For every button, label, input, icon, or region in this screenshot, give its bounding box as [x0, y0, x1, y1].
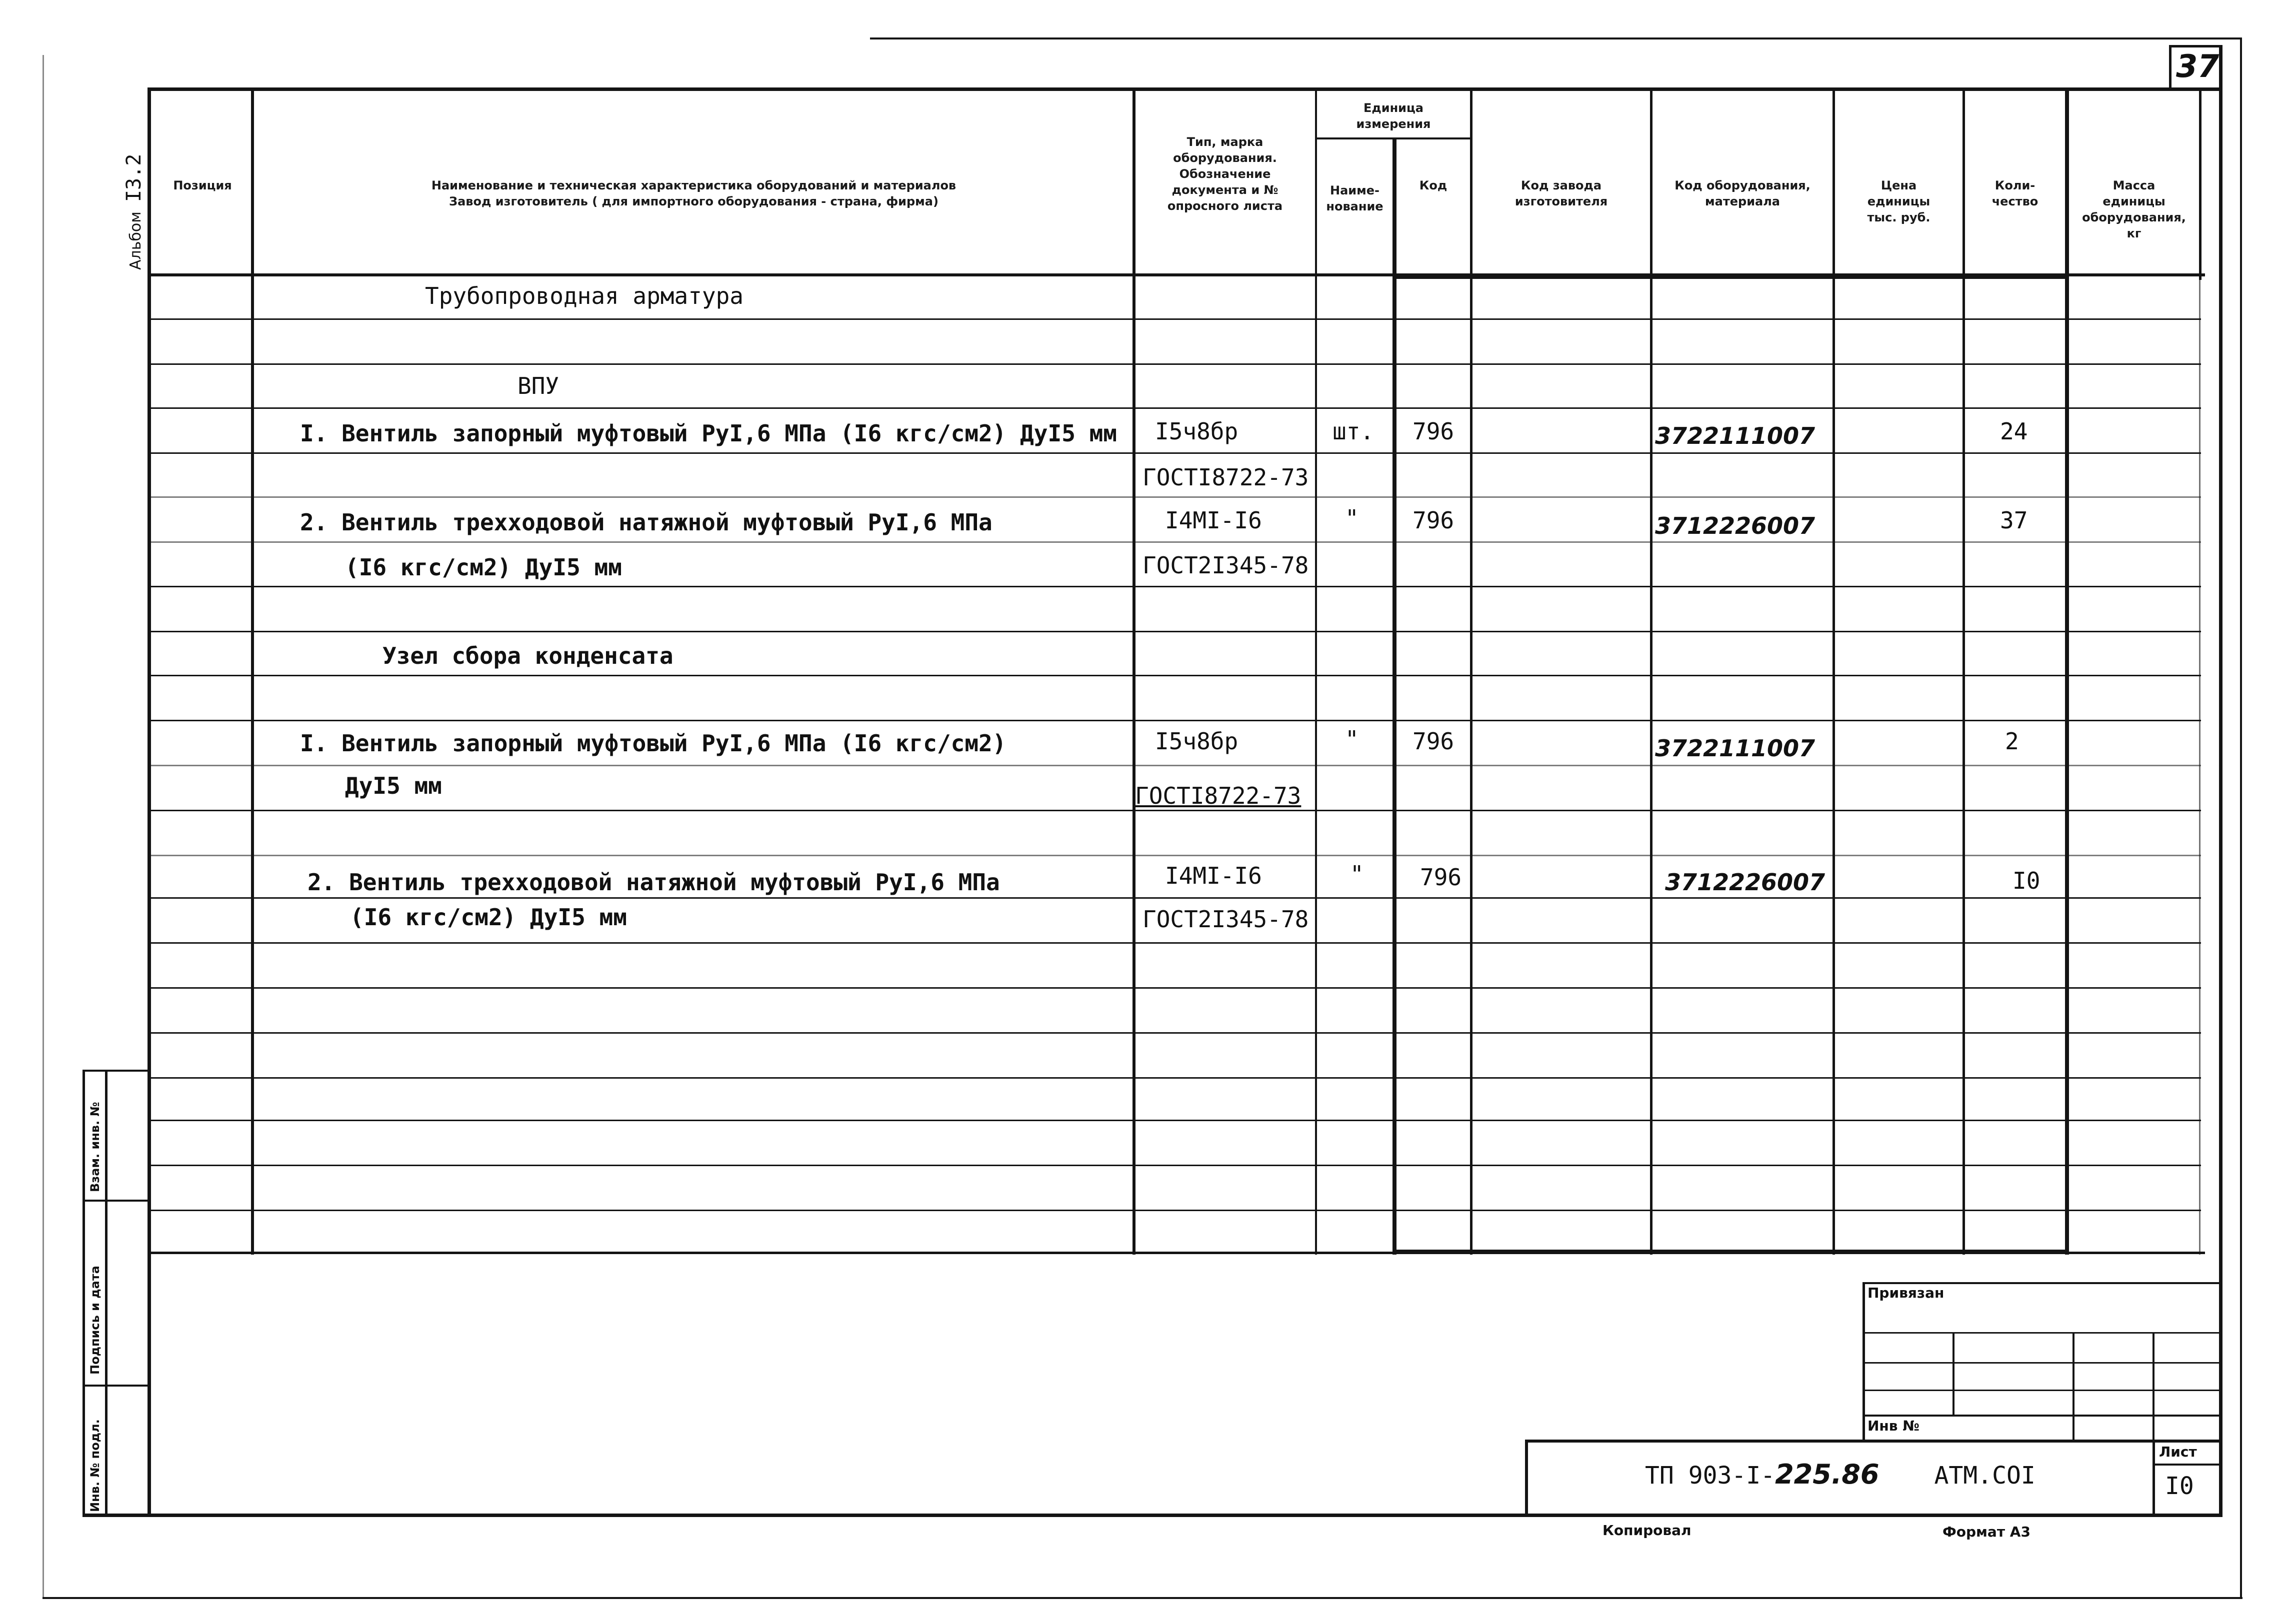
item-unit: шт. [1332, 418, 1374, 445]
header-mass-line: единицы [2102, 194, 2166, 208]
header-type-line: Обозначение [1179, 167, 1271, 181]
header-mass-line: оборудования, [2082, 210, 2186, 224]
header-price-line: тыс. руб. [1867, 210, 1930, 224]
item-type: I4МI-I6 [1165, 862, 1262, 889]
item-name: 2. Вентиль трехходовой натяжной муфтовый РуI,6 МПа [308, 869, 1000, 896]
header-equipment-code [1652, 177, 1832, 209]
sheet-corner-number: 37 [2176, 48, 2220, 84]
footer-copied: Копировал [1602, 1522, 1692, 1539]
item-quantity: 24 [2000, 418, 2028, 445]
document-code [1645, 1459, 2036, 1490]
header-type [1135, 134, 1315, 214]
item-name: ДуI5 мм [345, 772, 442, 799]
footer-format: Формат А3 [1942, 1524, 2030, 1540]
item-type: I5ч8бр [1155, 728, 1238, 755]
album-label-text: Альбом [127, 211, 144, 270]
document-code-number: 225.86 [1775, 1459, 1880, 1490]
item-name: (I6 кгс/см2) ДуI5 мм [350, 904, 627, 931]
subsection-title: ВПУ [518, 372, 560, 399]
header-type-line: оборудования. [1173, 151, 1277, 165]
item-type: ГОСТ2I345-78 [1142, 552, 1309, 579]
item-unit-code: 796 [1420, 864, 1462, 891]
header-name-line2: Завод изготовитель ( для импортного оборудования - страна, фирма) [449, 194, 938, 208]
item-type: ГОСТI8722-73 [1135, 782, 1302, 809]
header-price-line: Цена [1880, 178, 1917, 192]
item-name: I. Вентиль запорный муфтовый РуI,6 МПа (I6 кгс/см2) ДуI5 мм [300, 420, 1117, 447]
item-unit-code: 796 [1412, 507, 1454, 534]
header-factory-code [1472, 177, 1650, 209]
header-unit-group-line: измерения [1356, 117, 1431, 131]
stamp-bound-label: Привязан [1868, 1285, 1944, 1301]
item-type: ГОСТI8722-73 [1142, 464, 1309, 491]
item-type: I4МI-I6 [1165, 507, 1262, 534]
stamp-inv-label: Инв № [1868, 1418, 1920, 1434]
header-name-line1: Наименование и техническая характеристика оборудований и материалов [431, 178, 956, 192]
header-type-line: опросного листа [1167, 199, 1283, 213]
header-price-line: единицы [1867, 194, 1930, 208]
side-label-inv-original: Инв. № подл. [88, 1419, 102, 1512]
item-quantity: 37 [2000, 507, 2028, 534]
item-unit-code: 796 [1412, 728, 1454, 755]
header-quantity-line: чество [1992, 194, 2038, 208]
item-type: ГОСТ2I345-78 [1142, 906, 1309, 933]
header-price [1835, 177, 1962, 225]
header-unit-group [1317, 100, 1470, 132]
item-unit-code: 796 [1412, 418, 1454, 445]
item-name: 2. Вентиль трехходовой натяжной муфтовый РуI,6 МПа [300, 509, 992, 536]
album-label [122, 154, 146, 270]
item-unit: " [1345, 726, 1359, 753]
header-mass [2069, 177, 2199, 241]
item-quantity: I0 [2012, 867, 2040, 894]
item-equipment-code: 3722111007 [1655, 422, 1816, 449]
header-unit-group-line: Единица [1364, 101, 1424, 115]
header-unit-name-line: Наиме- [1330, 183, 1380, 197]
header-mass-line: Масса [2112, 178, 2156, 192]
header-factory-code-line: Код завода [1520, 178, 1602, 192]
header-quantity-line: Коли- [1994, 178, 2036, 192]
header-type-line: Тип, марка [1186, 135, 1264, 149]
item-equipment-code: 3712226007 [1665, 869, 1826, 896]
item-equipment-code: 3722111007 [1655, 735, 1816, 762]
subsection-title: Узел сбора конденсата [382, 642, 674, 669]
sheet-number: I0 [2165, 1472, 2194, 1500]
header-unit-name-line: нование [1326, 199, 1384, 213]
sheet-label: Лист [2159, 1444, 2197, 1460]
header-quantity [1965, 177, 2065, 209]
header-factory-code-line: изготовителя [1514, 194, 1608, 208]
item-type: I5ч8бр [1155, 418, 1238, 445]
item-quantity: 2 [2005, 728, 2019, 755]
header-mass-line: кг [2126, 226, 2142, 240]
header-name [255, 177, 1132, 209]
side-label-inv-replace: Взам. инв. № [88, 1102, 102, 1192]
item-unit: " [1350, 861, 1364, 888]
document-code-suffix: АТМ.СОI [1934, 1462, 2036, 1490]
item-name: (I6 кгс/см2) ДуI5 мм [345, 554, 622, 581]
header-equipment-code-line: материала [1705, 194, 1780, 208]
header-position: Позиция [173, 178, 232, 192]
document-code-prefix: ТП 903-I- [1645, 1462, 1776, 1490]
item-equipment-code: 3712226007 [1655, 512, 1816, 539]
side-label-sign-date: Подпись и дата [88, 1266, 102, 1375]
section-title: Трубопроводная арматура [425, 282, 744, 309]
header-unit-code: Код [1419, 178, 1448, 192]
item-name: I. Вентиль запорный муфтовый РуI,6 МПа (I6 кгс/см2) [300, 730, 1006, 757]
item-unit: " [1345, 505, 1359, 532]
header-type-line: документа и № [1172, 183, 1278, 197]
header-unit-name [1317, 182, 1392, 214]
header-equipment-code-line: Код оборудования, [1674, 178, 1810, 192]
album-value: I3.2 [122, 153, 146, 202]
